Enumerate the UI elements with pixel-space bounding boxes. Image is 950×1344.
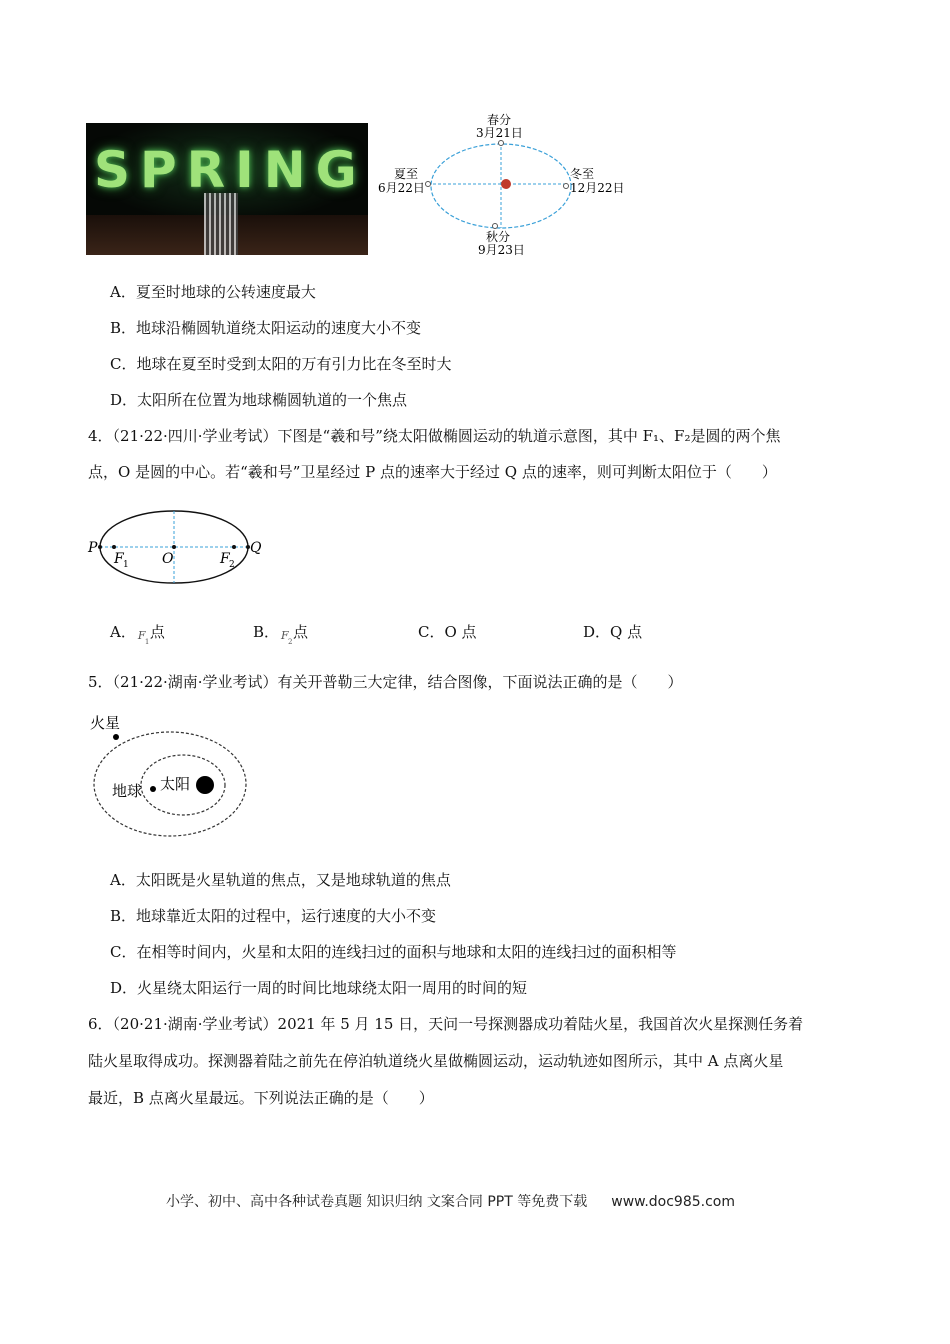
q4-stem-line1: 4．（21·22·四川·学业考试）下图是“羲和号”绕太阳做椭圆运动的轨道示意图，其中 F₁、F₂是圆的两个焦 [88,427,781,445]
label-f1-sub: 1 [123,560,129,570]
label-f2: F [220,551,230,567]
page-footer [166,1191,735,1211]
q4-stem-line2: 点，O 是圆的中心。若“羲和号”卫星经过 P 点的速率大于经过 Q 点的速率，则可判断太阳位于（ ） [88,463,777,481]
label-mars: 火星 [90,714,121,732]
summer-point [426,182,431,187]
q6-stem-line2: 陆火星取得成功。探测器着陆之前先在停泊轨道绕火星做椭圆运动，运动轨迹如图所示，其中 A 点离火星 [88,1052,784,1070]
label-spring: 春分 [487,113,512,127]
label-summer: 夏至 [394,167,419,181]
q4-option-a-symbol: F [137,629,146,642]
label-autumn-date: 9月23日 [478,243,525,257]
sun-disk [196,776,214,794]
label-autumn: 秋分 [486,230,511,244]
q5-option-a: A．太阳既是火星轨道的焦点，又是地球轨道的焦点 [110,871,451,889]
xihe-orbit-diagram [86,505,276,585]
q6-stem-line1: 6．（20·21·湖南·学业考试）2021 年 5 月 15 日，天问一号探测器成功着陆火星，我国首次火星探测任务着 [88,1015,804,1033]
label-o: O [162,551,174,567]
q4-option-b-sub: 2 [288,638,293,646]
earth-dot [150,786,156,792]
footer-url[interactable]: www.doc985.com [611,1194,735,1210]
point-o [172,545,176,549]
label-sun: 太阳 [160,775,191,793]
q5-option-d: D．火星绕太阳运行一周的时间比地球绕太阳一周用的时间的短 [110,979,528,997]
footer-text: 小学、初中、高中各种试卷真题 知识归纳 文案合同 PPT 等免费下载 [166,1194,588,1210]
winter-point [564,184,569,189]
spring-point [499,141,504,146]
label-winter-date: 12月22日 [570,181,625,195]
fireworks-word: SPRING [94,141,367,199]
waterfall-effect [204,193,238,255]
q3-option-c: C．地球在夏至时受到太阳的万有引力比在冬至时大 [110,355,452,373]
point-p [98,545,102,549]
orbit-ellipse [431,144,571,228]
q5-option-c: C．在相等时间内，火星和太阳的连线扫过的面积与地球和太阳的连线扫过的面积相等 [110,943,677,961]
q4-option-b-suffix: 点 [293,623,309,641]
q5-option-b: B．地球靠近太阳的过程中，运行速度的大小不变 [110,907,437,925]
q4-option-a-suffix: 点 [149,623,165,641]
spring-fireworks-photo [86,123,368,255]
q4-option-d: D．Q 点 [583,623,643,641]
point-f2 [232,545,236,549]
q3-option-a: A．夏至时地球的公转速度最大 [110,283,316,301]
label-earth: 地球 [112,782,143,800]
sun-dot [501,179,511,189]
q6-stem-line3: 最近，B 点离火星最远。下列说法正确的是（ ） [88,1089,434,1107]
q4-option-a-prefix: A． [110,623,136,641]
q4-option-b-prefix: B． [253,623,280,641]
label-f2-sub: 2 [229,560,235,570]
label-q: Q [250,540,262,556]
point-f1 [112,545,116,549]
autumn-point [493,224,498,229]
label-spring-date: 3月21日 [476,126,523,140]
q3-option-b: B．地球沿椭圆轨道绕太阳运动的速度大小不变 [110,319,422,337]
q3-option-d: D．太阳所在位置为地球椭圆轨道的一个焦点 [110,391,408,409]
planet-orbit-diagram [86,710,256,840]
q4-option-a-sub: 1 [144,638,150,646]
q5-stem: 5．（21·22·湖南·学业考试）有关开普勒三大定律，结合图像，下面说法正确的是（ ） [88,673,683,691]
q4-option-b [253,621,309,646]
label-f1: F [114,551,124,567]
label-p: P [88,540,98,556]
q4-option-b-symbol: F [281,629,289,642]
earth-orbit-diagram [370,110,630,260]
mars-dot [113,734,119,740]
q4-option-c: C．O 点 [418,623,477,641]
label-summer-date: 6月22日 [378,181,425,195]
q4-option-a [110,621,165,646]
label-winter: 冬至 [570,167,595,181]
